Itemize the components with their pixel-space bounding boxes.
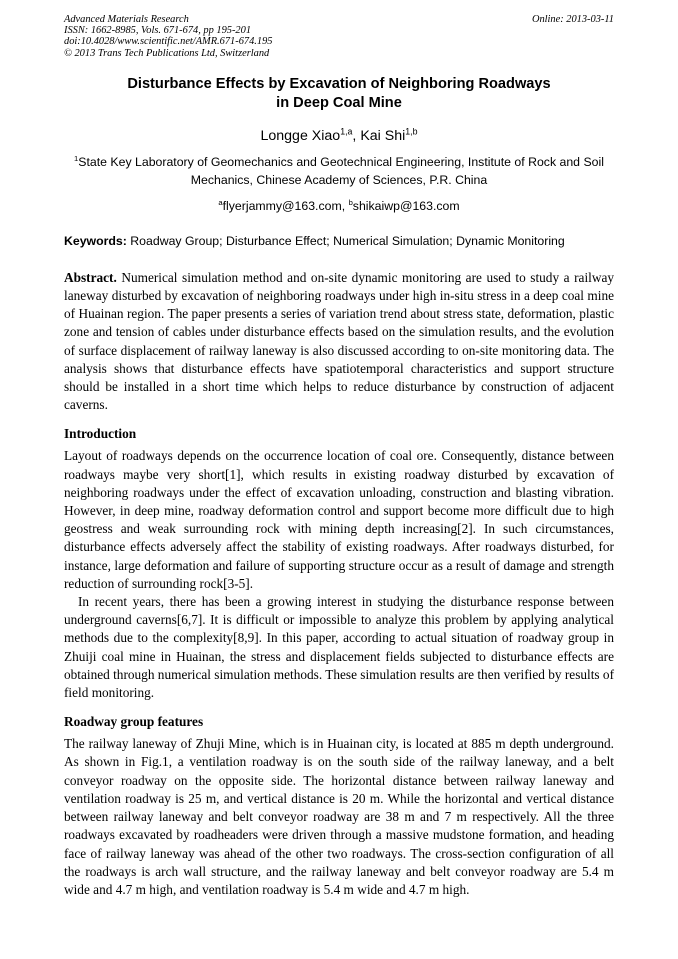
- journal-header: [64, 14, 614, 59]
- email-separator: ,: [341, 198, 349, 213]
- author-1-affil-mark: 1,a: [340, 126, 353, 137]
- roadway-paragraph-1: The railway laneway of Zhuji Mine, which is in Huainan city, is located at 885 m depth underground. As shown in Fig.1, a ventilation roadway is on the south side of the railway laneway, and a belt conveyor roadway on the opposite side. The horizontal distance between railway laneway and ventilation roadway is 25 m, and vertical distance is 20 m. While the horizontal and vertical distance between railway laneway and belt conveyor roadway are 38 m and 7 m respectively. All the three roadways excavated by roadheaders were driven through a massive mudstone formation, and heading face of railway laneway was ahead of the other two roadways. The cross-section configuration of all the roadways is arch wall structure, and the railway laneway and belt conveyor roadway are 5.4 m wide and 4.7 m high, and ventilation roadway is 5.4 m wide and 4.7 m high.: [64, 736, 614, 897]
- journal-name: Advanced Materials Research: [64, 14, 189, 25]
- title-line-2: in Deep Coal Mine: [276, 94, 402, 111]
- section-heading-introduction: Introduction: [64, 426, 137, 442]
- intro-paragraph-2: In recent years, there has been a growing interest in studying the disturbance response between underground caverns[6,7]. It is difficult or impossible to analyze this problem by applying analytical methods due to the complexity[8,9]. In this paper, according to actual situation of roadway group in Zhuiji coal mine in Huainan, the stress and displacement fields subjected to disturbance effects are obtained through numerical simulation methods. These simulation results are then verified by results of field monitoring.: [64, 594, 614, 701]
- online-date: Online: 2013-03-11: [531, 14, 614, 25]
- email-a-mark: a: [218, 197, 223, 207]
- affiliation-line-2: Mechanics, Chinese Academy of Sciences, P.R. China: [190, 172, 488, 187]
- affiliation-line-1: State Key Laboratory of Geomechanics and Geotechnical Engineering, Institute of Rock and Soil: [78, 154, 604, 169]
- abstract-text: Numerical simulation method and on-site dynamic monitoring are used to study a railway laneway disturbed by excavation of neighboring roadways under high in-situ stress in a deep coal mine of Huainan region. The paper presents a series of variation trend about stress state, deformation, plastic zone and tension of cables under disturbance effects based on the simulation results, and the evolution of surface displacement of railway laneway is also discussed according to on-site monitoring data. The analysis shows that disturbance effects have spatiotemporal characteristics and support structure should be installed in a short time which helps to reduce disturbance by construction of adjacent caverns.: [64, 269, 614, 413]
- author-separator: ,: [352, 127, 361, 144]
- intro-paragraph-1: Layout of roadways depends on the occurrence location of coal ore. Consequently, distance between roadways maybe very short[1], which results in existing roadway disturbed by excavation of neighboring roadways under the effect of excavation unloading, construction and blasting vibration. However, in deep mine, roadway deformation control and support become more difficult due to high geostress and weak surrounding rock with mining depth increasing[2]. In such circumstances, disturbance effects adversely affect the stability of existing roadways. After roadways disturbed, for instance, large deformation and failure of supporting structure occur as a result of damage and strength reduction of surrounding rock[3-5].: [64, 448, 614, 591]
- author-2-affil-mark: 1,b: [405, 126, 418, 137]
- copyright-line: © 2013 Trans Tech Publications Ltd, Switzerland: [64, 47, 270, 59]
- doi-line: doi:10.4028/www.scientific.net/AMR.671-674.195: [64, 36, 273, 48]
- email-list: [64, 198, 614, 214]
- keywords: [64, 233, 614, 249]
- author-2-name: Kai Shi: [360, 127, 406, 144]
- section-heading-roadway-group: Roadway group features: [64, 714, 204, 730]
- paper-title: [64, 75, 614, 113]
- title-line-1: Disturbance Effects by Excavation of Neighboring Roadways: [127, 75, 551, 92]
- email-b[interactable]: shikaiwp@163.com: [352, 198, 460, 213]
- email-b-mark: b: [348, 197, 353, 207]
- issn-line: ISSN: 1662-8985, Vols. 671-674, pp 195-201: [64, 25, 252, 37]
- author-list: [64, 127, 614, 145]
- author-1-name: Longge Xiao: [260, 127, 341, 144]
- abstract-label: Abstract.: [64, 269, 117, 285]
- abstract: [64, 269, 614, 415]
- keywords-label: Keywords:: [64, 233, 127, 248]
- affiliation-mark: 1: [74, 153, 79, 163]
- paper-page: [64, 14, 614, 899]
- email-a[interactable]: flyerjammy@163.com: [222, 198, 342, 213]
- affiliation: [64, 153, 614, 189]
- keywords-text: Roadway Group; Disturbance Effect; Numerical Simulation; Dynamic Monitoring: [126, 233, 565, 248]
